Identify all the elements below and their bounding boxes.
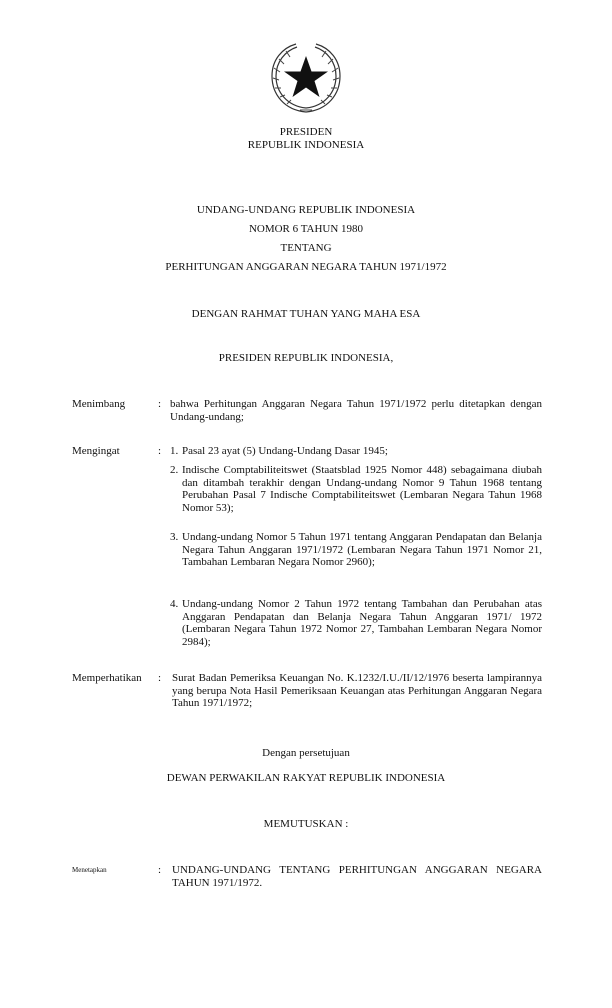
menimbang-label: Menimbang: [72, 398, 126, 410]
menimbang-text: bahwa Perhitungan Anggaran Negara Tahun 1971/1972 perlu ditetapkan dengan Undang-undang;: [170, 398, 542, 423]
item-text: Undang-undang Nomor 5 Tahun 1971 tentang Anggaran Pendapatan dan Belanja Negara Tahun Anggaran 1971/1972 (Lembaran Negara Tahun 1971 Nomor 21, Tambahan Lembaran Negara Nomor 2960);: [182, 531, 542, 569]
garuda-star-emblem-icon: [266, 38, 346, 118]
president-heading: PRESIDEN REPUBLIK INDONESIA,: [218, 352, 394, 364]
item-number: 4.: [170, 598, 179, 610]
header-republik: REPUBLIK INDONESIA: [247, 139, 365, 151]
mengingat-colon: :: [158, 445, 162, 457]
title-line-1: UNDANG-UNDANG REPUBLIK INDONESIA: [196, 204, 416, 216]
menetapkan-text: UNDANG-UNDANG TENTANG PERHITUNGAN ANGGARAN NEGARA TAHUN 1971/1972.: [172, 864, 542, 889]
memperhatikan-label: Memperhatikan: [72, 672, 142, 684]
mengingat-label: Mengingat: [72, 445, 120, 457]
item-number: 3.: [170, 531, 179, 543]
header-presiden: PRESIDEN: [279, 126, 333, 138]
dpr-heading: DEWAN PERWAKILAN RAKYAT REPUBLIK INDONESIA: [166, 772, 446, 784]
title-line-2: NOMOR 6 TAHUN 1980: [248, 223, 364, 235]
title-line-3: TENTANG: [280, 242, 332, 254]
menetapkan-colon: :: [158, 864, 162, 876]
blessing: DENGAN RAHMAT TUHAN YANG MAHA ESA: [191, 308, 421, 320]
mengingat-item-1: [170, 445, 542, 458]
menimbang-colon: :: [158, 398, 162, 410]
mengingat-item-3: [170, 531, 542, 569]
item-number: 1.: [170, 445, 179, 457]
memperhatikan-text: Surat Badan Pemeriksa Keuangan No. K.1232/I.U./II/12/1976 beserta lampirannya yang berupa Nota Hasil Pemeriksaan Keuangan atas Perhitungan Anggaran Negara Tahun 1971/1972;: [172, 672, 542, 710]
mengingat-item-2: [170, 464, 542, 514]
memperhatikan-colon: :: [158, 672, 162, 684]
menetapkan-label: Menetapkan: [72, 866, 107, 874]
mengingat-item-4: [170, 598, 542, 648]
title-line-4: PERHITUNGAN ANGGARAN NEGARA TAHUN 1971/1972: [165, 261, 447, 273]
memutuskan-heading: MEMUTUSKAN :: [263, 818, 349, 830]
item-text: Undang-undang Nomor 2 Tahun 1972 tentang Tambahan dan Perubahan atas Anggaran Pendapatan dan Belanja Negara Tahun Anggaran 1971/ 1972 (Lembaran Negara Tahun 1972 Nomor 27, Tambahan Lembaran Negara Nomor 2984);: [182, 598, 542, 648]
item-text: Pasal 23 ayat (5) Undang-Undang Dasar 1945;: [182, 445, 388, 457]
item-text: Indische Comptabiliteitswet (Staatsblad 1925 Nomor 448) sebagaimana diubah dan ditambah terakhir dengan Undang-undang Nomor 9 Tahun 1968 tentang Perubahan Pasal 7 Indische Comptabiliteitswet (Lembaran Negara Tahun 1968 Nomor 53);: [182, 464, 542, 514]
approval-line: Dengan persetujuan: [262, 747, 350, 759]
item-number: 2.: [170, 464, 179, 476]
